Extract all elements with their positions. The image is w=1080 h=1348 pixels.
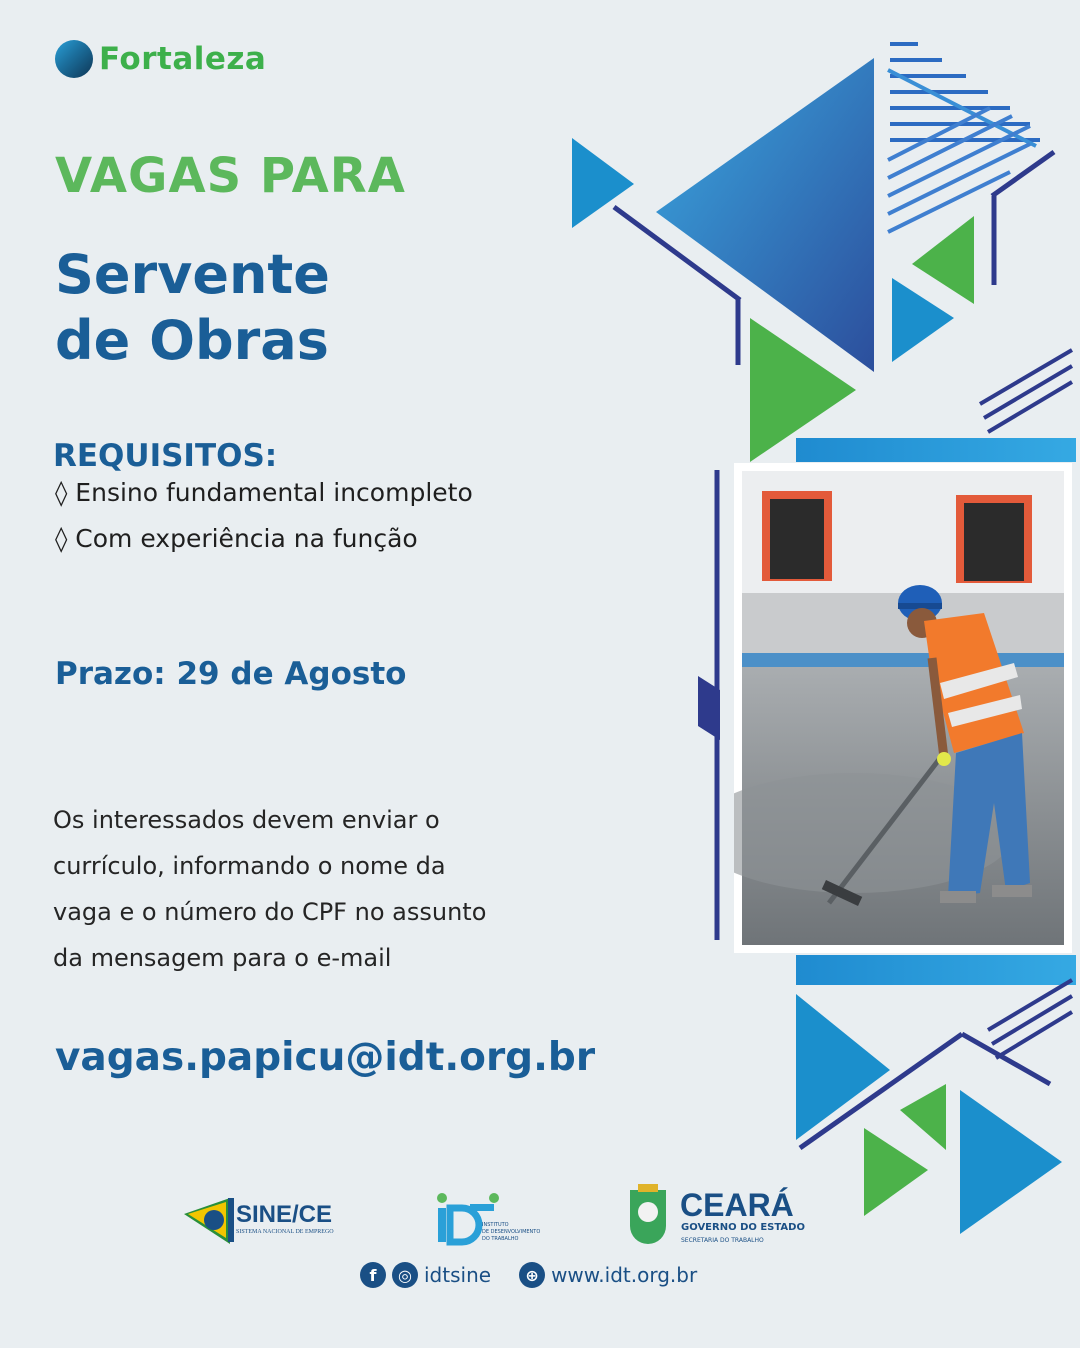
triangle-shape	[892, 278, 954, 362]
job-title	[55, 242, 330, 374]
instagram-icon[interactable]: ◎	[392, 1262, 418, 1288]
triangle-shape	[912, 216, 974, 304]
sine-logo	[184, 1198, 234, 1244]
ceara-emblem	[630, 1184, 666, 1244]
ceara-line2: SECRETARIA DO TRABALHO	[681, 1237, 764, 1244]
idt-line: DO TRABALHO	[482, 1236, 519, 1242]
contact-email[interactable]: vagas.papicu@idt.org.br	[55, 1035, 596, 1080]
instructions-line: Os interessados devem enviar o	[53, 806, 440, 834]
globe-icon: ⊕	[519, 1262, 545, 1288]
triangle-shape	[656, 58, 874, 372]
triangle-shape	[900, 1084, 946, 1150]
worker-photo	[734, 463, 1072, 953]
website-link[interactable]: www.idt.org.br	[551, 1263, 698, 1287]
requirements-list	[55, 474, 473, 566]
ceara-name: CEARÁ	[680, 1187, 794, 1223]
sine-name: SINE/CE	[236, 1201, 333, 1228]
instructions-line: vaga e o número do CPF no assunto	[53, 898, 487, 926]
social-handle[interactable]: idtsine	[424, 1263, 492, 1287]
triangle-shape	[960, 1090, 1062, 1234]
job-title-line1: Servente	[55, 243, 330, 306]
city-name: Fortaleza	[99, 41, 267, 77]
sine-subtitle: SISTEMA NACIONAL DE EMPREGO	[236, 1229, 334, 1235]
globe-icon	[55, 40, 93, 78]
partner-logos	[180, 1180, 840, 1250]
city-header	[55, 40, 266, 78]
headline-intro: VAGAS PARA	[55, 148, 406, 204]
instructions-line: currículo, informando o nome da	[53, 852, 446, 880]
requirement-item: ◊ Ensino fundamental incompleto	[55, 478, 473, 507]
idt-line: INSTITUTO	[482, 1222, 509, 1228]
idt-line: DE DESENVOLVIMENTO	[482, 1229, 541, 1235]
job-title-line2: de Obras	[55, 309, 329, 372]
logos-graphic	[180, 1180, 840, 1250]
worker-photo-illustration	[734, 463, 1072, 953]
instructions	[53, 797, 573, 981]
social-links	[360, 1262, 697, 1288]
instructions-line: da mensagem para o e-mail	[53, 944, 392, 972]
idt-logo	[437, 1193, 540, 1242]
facebook-icon[interactable]: f	[360, 1262, 386, 1288]
deadline: Prazo: 29 de Agosto	[55, 656, 407, 692]
requirements-title: REQUISITOS:	[53, 438, 278, 474]
ceara-line1: GOVERNO DO ESTADO	[681, 1222, 805, 1233]
triangle-shape	[864, 1128, 928, 1216]
requirement-item: ◊ Com experiência na função	[55, 524, 418, 553]
